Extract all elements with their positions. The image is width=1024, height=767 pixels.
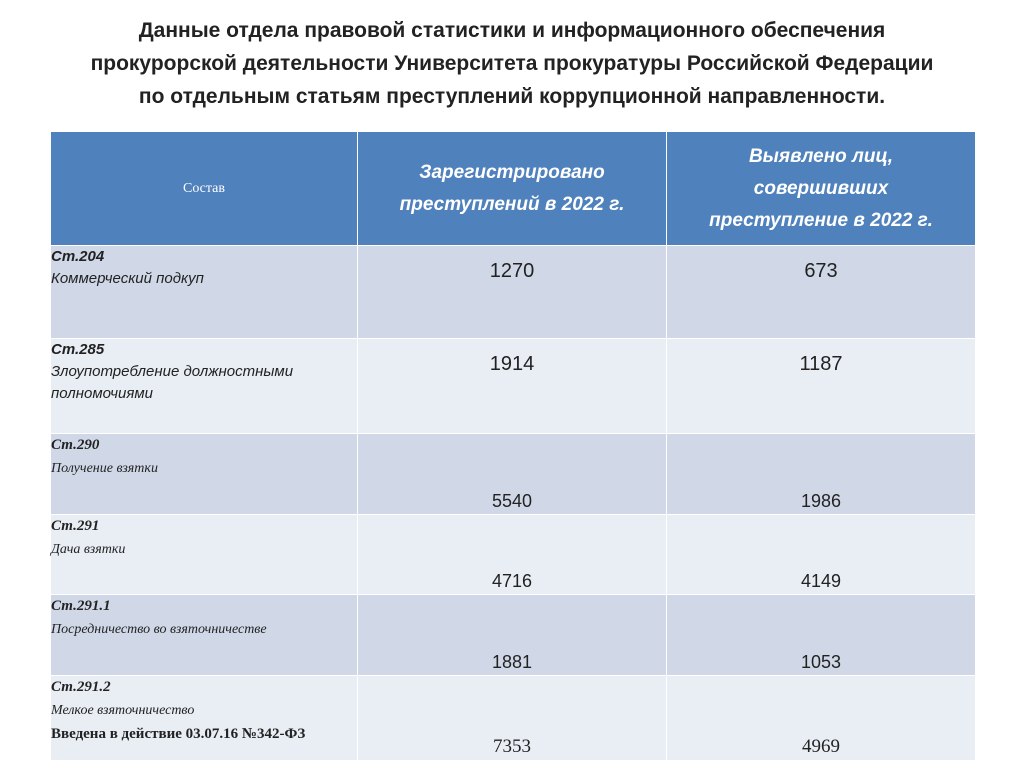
article-name: Коммерческий подкуп [51, 270, 204, 287]
registered-value: 7353 [358, 676, 667, 761]
article-number: Ст.285 [51, 341, 105, 358]
table-row [51, 676, 976, 761]
article-name: Дача взятки [51, 542, 126, 557]
article-name: Получение взятки [51, 461, 158, 476]
article-number: Ст.291.2 [51, 679, 111, 695]
table-row [51, 339, 976, 434]
crime-statistics-table [50, 131, 976, 761]
row-label-cell [51, 515, 358, 595]
identified-value: 1986 [667, 434, 976, 515]
table-row [51, 246, 976, 339]
article-number: Ст.204 [51, 248, 105, 265]
header-registered: Зарегистрировано преступлений в 2022 г. [358, 132, 667, 246]
title-line-1: Данные отдела правовой статистики и информационного обеспечения [138, 19, 886, 42]
header-composition: Состав [51, 132, 358, 246]
table-row [51, 515, 976, 595]
article-note: Введена в действие 03.07.16 №342-ФЗ [51, 726, 306, 742]
article-name: Мелкое взяточничество [51, 703, 195, 718]
page-title [40, 14, 984, 113]
registered-value: 1914 [358, 339, 667, 434]
registered-value: 1881 [358, 595, 667, 676]
table-header-row [51, 132, 976, 246]
identified-value: 4969 [667, 676, 976, 761]
row-label-cell [51, 339, 358, 434]
row-label-cell [51, 595, 358, 676]
article-number: Ст.290 [51, 437, 100, 453]
registered-value: 5540 [358, 434, 667, 515]
identified-value: 673 [667, 246, 976, 339]
row-label-cell [51, 246, 358, 339]
identified-value: 4149 [667, 515, 976, 595]
registered-value: 1270 [358, 246, 667, 339]
identified-value: 1053 [667, 595, 976, 676]
header-identified: Выявлено лиц, совершивших преступление в 2022 г. [667, 132, 976, 246]
identified-value: 1187 [667, 339, 976, 434]
table-row [51, 595, 976, 676]
title-line-2: прокурорской деятельности Университета прокуратуры Российской Федерации [90, 52, 934, 75]
article-name: Посредничество во взяточничестве [51, 622, 267, 637]
article-name: Злоупотребление должностными полномочиями [51, 363, 294, 402]
article-number: Ст.291 [51, 518, 100, 534]
registered-value: 4716 [358, 515, 667, 595]
table-row [51, 434, 976, 515]
row-label-cell [51, 676, 358, 761]
article-number: Ст.291.1 [51, 598, 111, 614]
title-line-3: по отдельным статьям преступлений коррупционной направленности. [138, 85, 886, 108]
row-label-cell [51, 434, 358, 515]
